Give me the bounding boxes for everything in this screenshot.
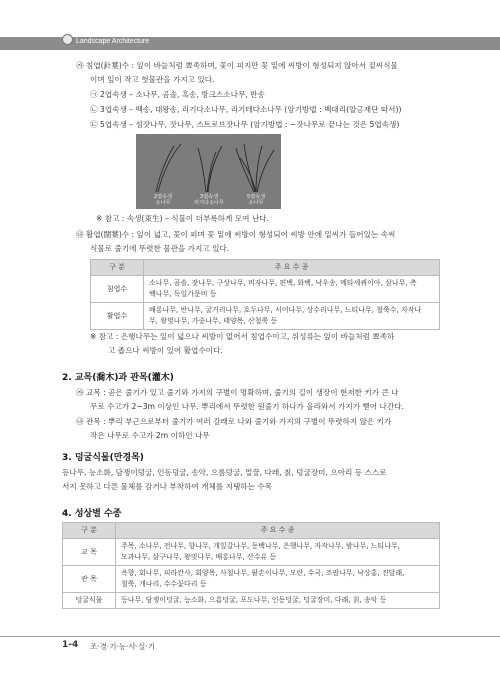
t1-row-broadleaf-species bbox=[144, 303, 440, 330]
t1-row-conifer-species bbox=[144, 276, 440, 303]
t2-r1-line1: 주목, 소나무, 전나무, 향나무, 개잎갈나무, 동백나무, 은행나무, 자작나무, 밤나무, 느티나무, bbox=[121, 542, 400, 550]
footer-rule bbox=[0, 636, 500, 637]
conifer-broadleaf-table bbox=[90, 259, 440, 330]
note-ginkgo: ※ 참고 : 은행나무는 잎이 넓으나 씨방이 없어서 침엽수이고, 위성류는 잎이 바늘처럼 뾰족하 bbox=[90, 332, 395, 341]
photo-caption-3 bbox=[192, 194, 226, 206]
cap3-a: 3엽속생 bbox=[199, 194, 219, 200]
t1-head-species: 주 요 수 종 bbox=[144, 260, 440, 276]
needle-def: ㉮ 침엽(針葉)수 : 잎이 바늘처럼 뾰족하며, 꽃이 피지만 꽃 밑에 씨방이 형성되지 않아서 겉씨식물 bbox=[76, 61, 398, 70]
t2-head-species: 주 요 수 종 bbox=[116, 523, 440, 539]
shrub-def: ㉯ 관목 : 뿌리 부근으로부터 줄기가 여러 갈래로 나와 줄기와 가지의 구별이 뚜렷하지 않은 키가 bbox=[76, 417, 392, 426]
t1-head-kind: 구 분 bbox=[91, 260, 144, 276]
page-number: 1-4 bbox=[62, 640, 79, 650]
broad-def-2: 식물로 줄기에 뚜렷한 물관을 가지고 있다. bbox=[90, 244, 230, 253]
t1-r2-line1: 배롱나무, 반나무, 굴거리나무, 호두나무, 서어나무, 상수리나무, 느티나무, 철쭉수, 자작나 bbox=[149, 306, 422, 314]
broad-def: ㉯ 활엽(闊葉)수 : 잎이 넓고, 꽃이 피며 꽃 밑에 씨방이 형성되어 씨방 안에 밑씨가 들어있는 속씨 bbox=[76, 230, 396, 239]
top-header-bar bbox=[0, 37, 500, 50]
five-needle-line: ㉢ 5엽속생 – 섬잣나무, 잣나무, 스트로브잣나무 (암기방법 : ~잣나무로 끝나는 것은 5엽속생) bbox=[90, 120, 400, 129]
needle-def-2: 이며 잎이 작고 헛물관을 가지고 있다. bbox=[90, 75, 215, 84]
tree-def: ㉮ 교목 : 곧은 줄기가 있고 줄기와 가지의 구별이 명확하며, 줄기의 길이 생장이 현저한 키가 큰 나 bbox=[76, 388, 399, 397]
two-needle-line: ㉠ 2엽속생 – 소나무, 곰솔, 흑송, 방크스소나무, 반송 bbox=[90, 90, 265, 99]
t2-row-tree-species bbox=[116, 539, 440, 566]
section-4-title: 4. 성상별 수종 bbox=[62, 509, 122, 519]
t2-r2-line1: 옥향, 회나무, 피라칸사, 회양목, 사철나무, 팥손이나무, 모란, 수국, 조팝나무, 낙상홍, 진달래, bbox=[121, 569, 405, 577]
vine-text: 등나무, 능소화, 담쟁이덩굴, 인동덩굴, 송악, 으름덩굴, 멀꿀, 다래, 칡, 덩굴장미, 으아리 등 스스로 bbox=[62, 468, 387, 477]
photo-caption-2 bbox=[148, 194, 178, 206]
needle-photo bbox=[136, 134, 281, 209]
cap2-b: 소나무 bbox=[155, 200, 171, 206]
form-species-table bbox=[62, 522, 440, 609]
t1-r1-line1: 소나무, 곰솔, 잣나무, 구상나무, 비자나무, 편백, 화백, 낙우송, 메타세쿼이아, 삼나무, 측 bbox=[149, 279, 417, 287]
photo-caption-5 bbox=[240, 194, 272, 206]
t1-row-conifer-label: 침엽수 bbox=[91, 276, 144, 303]
three-needle-line: ㉡ 3엽속생 – 백송, 대왕송, 리기다소나무, 리기테다소나무 (암기방법 : 백대리(알긍재단 따서)) bbox=[90, 105, 402, 114]
section-2-title: 2. 교목(喬木)과 관목(灌木) bbox=[62, 373, 174, 383]
t1-r2-line2: 무, 왕벚나무, 가중나무, 태양목, 산철쭉 등 bbox=[149, 317, 278, 325]
t2-r2-line2: 철쭉, 개나리, 수수꽃다리 등 bbox=[121, 580, 207, 588]
t2-row-vine-species: 등나무, 담쟁이덩굴, 능소화, 으름덩굴, 포도나무, 인동덩굴, 덩굴장미, 다래, 칡, 송악 등 bbox=[116, 593, 440, 609]
cap5-b: 소나무 bbox=[248, 200, 264, 206]
cap5-a: 5엽속생 bbox=[246, 194, 266, 200]
footer-title: 조·경·기·능·사·실·기 bbox=[90, 642, 156, 651]
cap2-a: 2엽속생 bbox=[153, 194, 173, 200]
t2-row-vine-label: 덩굴식물 bbox=[63, 593, 116, 609]
t1-row-broadleaf-label: 활엽수 bbox=[91, 303, 144, 330]
header-label: Landscape Architecture bbox=[76, 38, 150, 45]
section-3-title: 3. 덩굴식물(만경목) bbox=[62, 453, 144, 463]
header-circle-icon bbox=[62, 34, 73, 45]
vine-text-2: 서지 못하고 다른 물체를 감거나 부착하여 개체를 지탱하는 수목 bbox=[62, 482, 273, 491]
cap3-b: 리기다소나무 bbox=[193, 200, 225, 206]
tree-def-2: 무로 수고가 2~3m 이상인 나무. 뿌리에서 뚜렷한 원줄기 하나가 올라와서 가지가 뻗어 나간다. bbox=[90, 402, 404, 411]
t1-r1-line2: 백나무, 독일가문비 등 bbox=[149, 290, 217, 298]
note-ginkgo-2: 고 좁으나 씨방이 있어 활엽수이다. bbox=[108, 346, 223, 355]
note-bundle: ※ 참고 : 속생(束生) – 식물이 더부룩하게 모여 난다. bbox=[96, 214, 269, 223]
t2-row-shrub-species bbox=[116, 566, 440, 593]
t2-head-kind: 구 분 bbox=[63, 523, 116, 539]
t2-row-tree-label: 교 목 bbox=[63, 539, 116, 566]
shrub-def-2: 작은 나무로 수고가 2m 이하인 나무 bbox=[90, 431, 210, 440]
t2-r1-line2: 모과나무, 삼구나무, 왕벚나무, 배롱나무, 산수유 등 bbox=[121, 553, 277, 561]
t2-row-shrub-label: 관 목 bbox=[63, 566, 116, 593]
